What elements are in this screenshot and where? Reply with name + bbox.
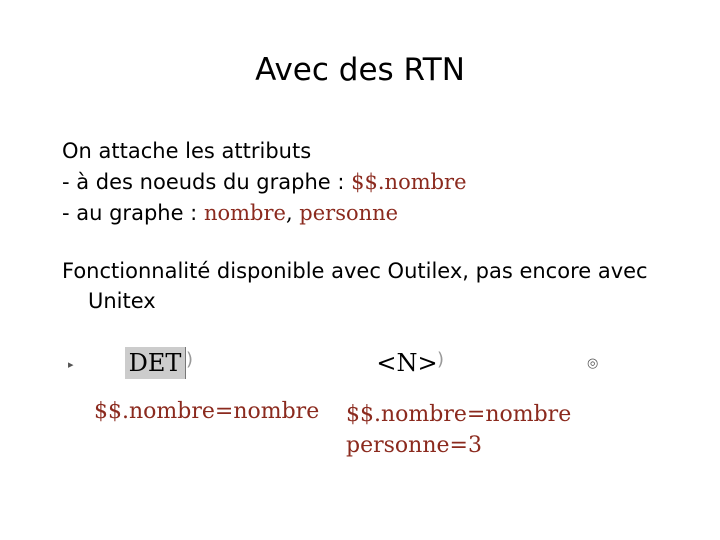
graph-attribute-nombre: nombre — [203, 201, 286, 225]
body-line-1: On attache les attributs — [62, 139, 312, 163]
det-output-label: $$.nombre=nombre — [94, 399, 320, 424]
noun-box: <N> — [376, 349, 438, 377]
final-state-icon: ◎ — [587, 356, 599, 371]
graph-attribute-personne: personne — [299, 201, 399, 225]
body-line-4: Fonctionnalité disponible avec Outilex, pas encore avec — [62, 259, 648, 283]
body-line-3 — [62, 200, 398, 226]
noun-output-label-1: $$.nombre=nombre — [346, 402, 572, 427]
body-line-2-text: - à des noeuds du graphe : — [62, 170, 352, 194]
node-attribute-text: $$.nombre — [351, 170, 467, 194]
det-box: DET — [125, 347, 186, 379]
body-line-2 — [62, 169, 467, 195]
graph-attribute-separator: , — [285, 201, 300, 225]
initial-state-arrow-icon: ▸ — [68, 358, 74, 371]
body-line-3-text: - au graphe : — [62, 201, 204, 225]
body-line-5: Unitex — [88, 289, 156, 313]
det-box-paren-icon: ) — [186, 349, 194, 370]
noun-box-paren-icon: ) — [437, 349, 445, 370]
noun-output-label-2: personne=3 — [346, 433, 482, 458]
slide-title: Avec des RTN — [255, 52, 465, 88]
